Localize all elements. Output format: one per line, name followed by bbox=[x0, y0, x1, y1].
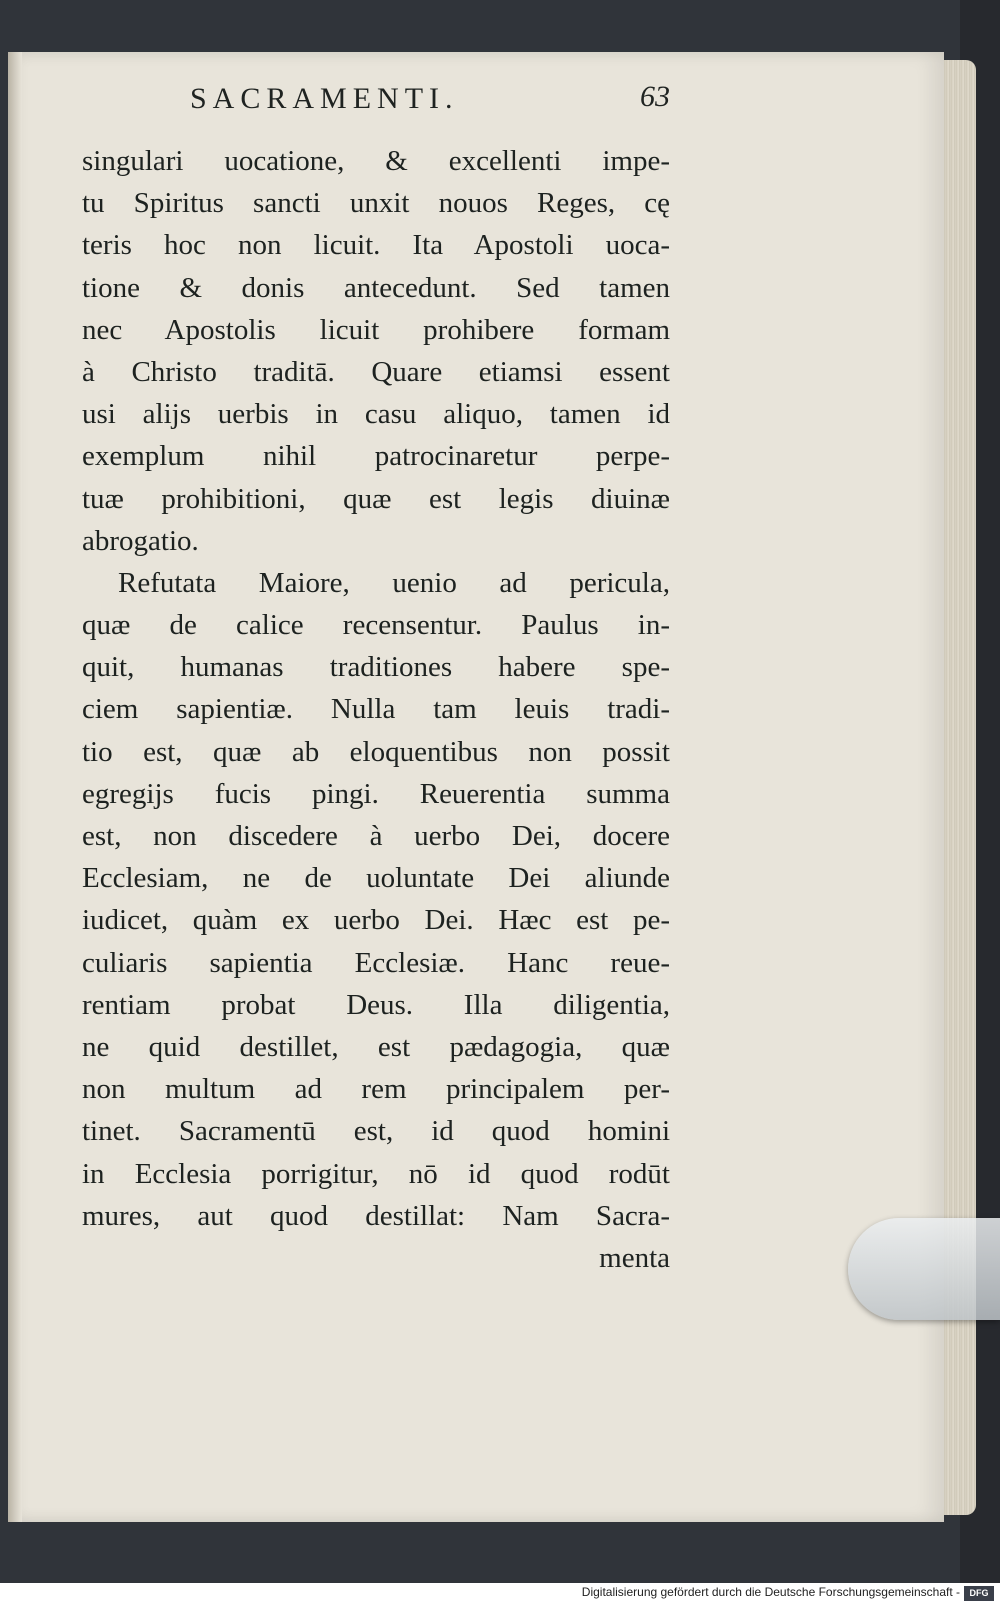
text-line: teris hoc non licuit. Ita Apostoli uoca- bbox=[82, 229, 670, 262]
text-line: à Christo traditā. Quare etiamsi essent bbox=[82, 355, 670, 388]
text-line: culiaris sapientia Ecclesiæ. Hanc reue- bbox=[82, 946, 670, 979]
text-line: tione & donis antecedunt. Sed tamen bbox=[82, 271, 670, 304]
text-line: tuæ prohibitioni, quæ est legis diuinæ bbox=[82, 482, 670, 515]
footer-bar bbox=[0, 1583, 1000, 1605]
running-title: SACRAMENTI. bbox=[190, 82, 459, 115]
text-line: ne quid destillet, est pædagogia, quæ bbox=[82, 1030, 670, 1063]
funding-credit: Digitalisierung gefördert durch die Deutsche Forschungsgemeinschaft - bbox=[581, 1585, 960, 1599]
page-number: 63 bbox=[640, 80, 670, 113]
text-line: egregijs fucis pingi. Reuerentia summa bbox=[82, 777, 670, 810]
text-line: abrogatio. bbox=[82, 524, 199, 557]
text-line: tio est, quæ ab eloquentibus non possit bbox=[82, 735, 670, 768]
dfg-logo: DFG bbox=[964, 1586, 994, 1601]
text-line: exemplum nihil patrocinaretur perpe- bbox=[82, 440, 670, 473]
page-gutter bbox=[8, 52, 22, 1522]
text-line: tu Spiritus sancti unxit nouos Reges, cę bbox=[82, 187, 670, 220]
text-line: tinet. Sacramentū est, id quod homini bbox=[82, 1115, 670, 1148]
text-line: mures, aut quod destillat: Nam Sacra- bbox=[82, 1199, 670, 1232]
text-line: nec Apostolis licuit prohibere formam bbox=[82, 313, 670, 346]
text-line: in Ecclesia porrigitur, nō id quod rodūt bbox=[82, 1157, 670, 1190]
text-line: iudicet, quàm ex uerbo Dei. Hæc est pe- bbox=[82, 904, 670, 937]
paragraph-start-line: Refutata Maiore, uenio ad pericula, bbox=[118, 566, 670, 599]
text-line: quit, humanas traditiones habere spe- bbox=[82, 651, 670, 684]
text-line: Ecclesiam, ne de uoluntate Dei aliunde bbox=[82, 862, 670, 895]
text-line: ciem sapientiæ. Nulla tam leuis tradi- bbox=[82, 693, 670, 726]
page-header bbox=[190, 82, 670, 122]
text-line: singulari uocatione, & excellenti impe- bbox=[82, 145, 670, 177]
catchword: menta bbox=[599, 1241, 670, 1274]
page-clamp-tab bbox=[848, 1218, 1000, 1320]
text-line: quæ de calice recensentur. Paulus in- bbox=[82, 609, 670, 642]
text-line: usi alijs uerbis in casu aliquo, tamen id bbox=[82, 398, 670, 431]
text-line: rentiam probat Deus. Illa diligentia, bbox=[82, 988, 670, 1021]
text-line: non multum ad rem principalem per- bbox=[82, 1073, 670, 1106]
text-line: est, non discedere à uerbo Dei, docere bbox=[82, 820, 670, 852]
body-text bbox=[82, 140, 670, 1279]
